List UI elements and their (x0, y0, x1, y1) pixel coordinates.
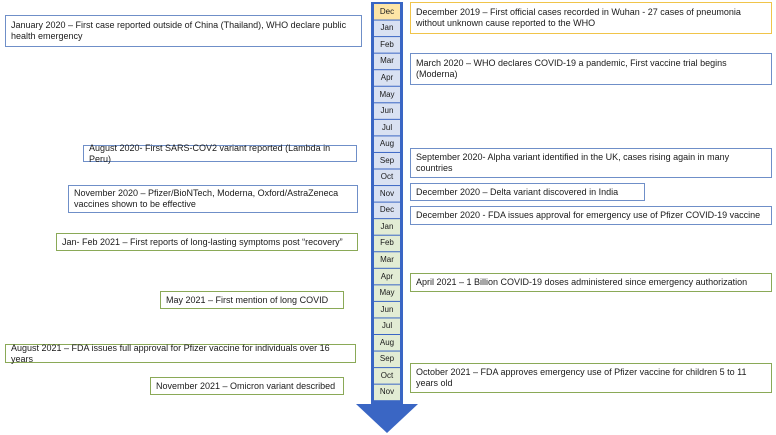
timeline-event-text: September 2020- Alpha variant identified in the UK, cases rising again in many countries (416, 152, 730, 173)
timeline-month-label: May (379, 89, 395, 99)
timeline-month-label: Feb (380, 238, 394, 248)
timeline-event-text: May 2021 – First mention of long COVID (166, 294, 329, 305)
timeline-event-text: January 2020 – First case reported outside of China (Thailand), WHO declare public health emergency (11, 20, 347, 41)
timeline-month-label: Jun (380, 304, 394, 314)
timeline-event-text: March 2020 – WHO declares COVID-19 a pandemic, First vaccine trial begins (Moderna) (416, 58, 727, 79)
timeline-event-left (5, 344, 356, 363)
timeline-event-text: August 2021 – FDA issues full approval for Pfizer vaccine for individuals over 16 years (11, 342, 330, 364)
timeline-month-label: Jul (381, 122, 393, 132)
timeline-month-label: Mar (380, 56, 394, 66)
timeline-event-left (68, 185, 358, 213)
timeline-month-label: Aug (379, 337, 395, 347)
timeline-arrow-head (356, 404, 418, 433)
timeline-month-label: Dec (379, 6, 395, 16)
timeline-month-label: Jun (380, 106, 394, 116)
timeline-event-left (150, 377, 344, 395)
timeline-month-label: Oct (380, 370, 394, 380)
timeline-month-label: Mar (380, 255, 394, 265)
timeline-month-label: Nov (379, 387, 395, 397)
timeline-month-label: Oct (380, 172, 394, 182)
timeline-month-label: Jan (380, 221, 394, 231)
timeline-event-right (410, 148, 772, 178)
timeline-event-text: Jan- Feb 2021 – First reports of long-lasting symptoms post “recovery” (62, 236, 343, 247)
timeline-month-label: Apr (380, 271, 394, 281)
timeline-event-text: August 2020- First SARS-COV2 variant reported (Lambda in Peru) (89, 142, 331, 164)
timeline-month-label: Sep (379, 155, 395, 165)
timeline-month-label: Sep (379, 354, 395, 364)
timeline-month-label: Jan (380, 23, 394, 33)
timeline-event-text: December 2020 – Delta variant discovered in India (416, 186, 619, 197)
timeline-month-label: Feb (380, 39, 394, 49)
timeline-event-left (160, 291, 344, 309)
timeline-event-text: November 2021 – Omicron variant described (156, 380, 336, 391)
timeline-event-text: December 2019 – First official cases recorded in Wuhan - 27 cases of pneumonia without unknown cause reported to the WHO (416, 7, 741, 28)
timeline-month-label: Jul (381, 321, 393, 331)
timeline-month-label: Apr (380, 72, 394, 82)
timeline-month-label: May (379, 288, 395, 298)
timeline-month-label: Nov (379, 188, 395, 198)
timeline-event-right (410, 273, 772, 292)
timeline-event-text: November 2020 – Pfizer/BioNTech, Moderna, Oxford/AstraZeneca vaccines shown to be effective (74, 188, 339, 209)
timeline-event-left (83, 142, 357, 164)
timeline-event-right (410, 363, 772, 393)
timeline-event-right (410, 2, 772, 34)
timeline-event-left (56, 233, 358, 251)
timeline-month-label: Aug (379, 139, 395, 149)
timeline-event-left (5, 15, 362, 47)
timeline-event-right (410, 206, 772, 225)
timeline-month-label: Dec (379, 205, 395, 215)
timeline-event-text: December 2020 - FDA issues approval for emergency use of Pfizer COVID-19 vaccine (416, 210, 761, 220)
timeline-event-right (410, 183, 645, 201)
timeline-event-text: October 2021 – FDA approves emergency use of Pfizer vaccine for children 5 to 11 years old (416, 367, 747, 388)
timeline-event-text: April 2021 – 1 Billion COVID-19 doses administered since emergency authorization (416, 277, 748, 287)
timeline-event-right (410, 53, 772, 85)
